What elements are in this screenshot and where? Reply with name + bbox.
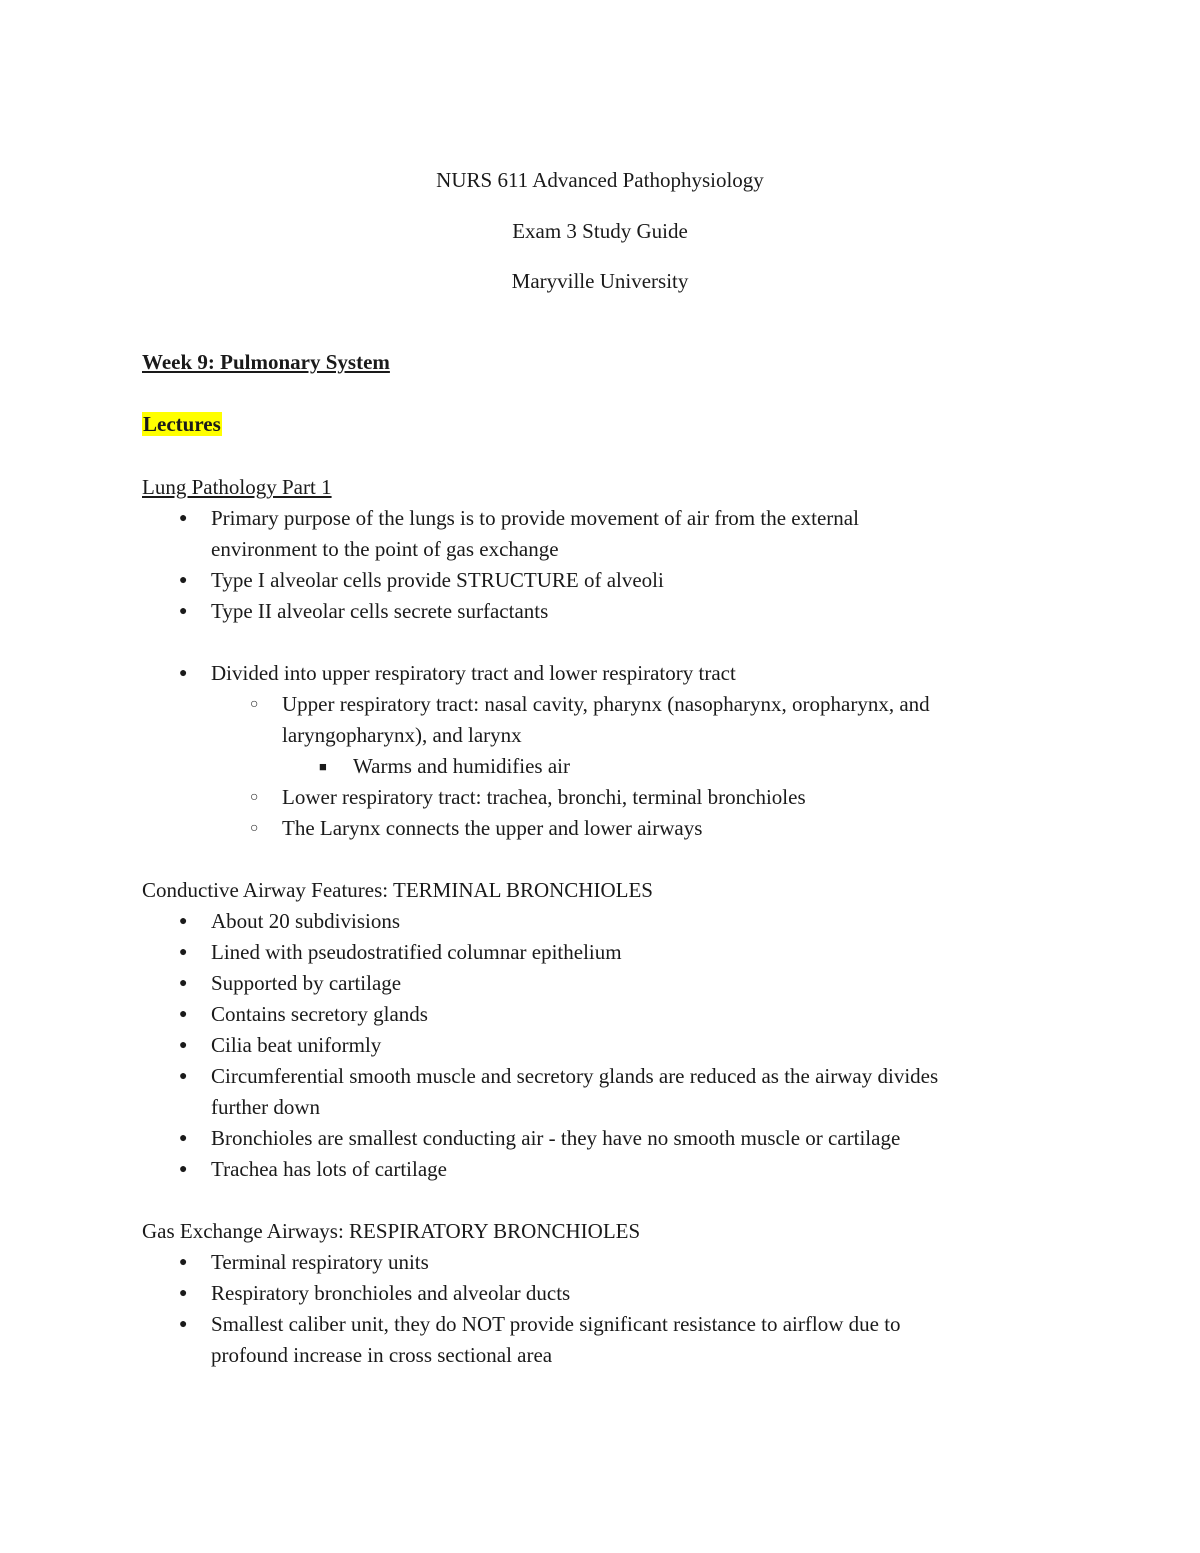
university-name: Maryville University bbox=[511, 269, 689, 293]
bullet-marker: ● bbox=[179, 666, 188, 681]
bullet-marker: ● bbox=[179, 511, 188, 526]
course-title: NURS 611 Advanced Pathophysiology bbox=[436, 168, 764, 192]
bullet-marker: ● bbox=[179, 1038, 188, 1053]
list-item: Primary purpose of the lungs is to provide movement of air from the external bbox=[211, 506, 859, 530]
list-item: About 20 subdivisions bbox=[211, 909, 401, 933]
bullet-marker: ● bbox=[179, 945, 188, 960]
list-item: Type I alveolar cells provide STRUCTURE of alveoli bbox=[211, 568, 664, 592]
list-item: Lined with pseudostratified columnar epithelium bbox=[211, 940, 622, 964]
list-item: Contains secretory glands bbox=[211, 1002, 428, 1026]
sub-list-item-continuation: laryngopharynx), and larynx bbox=[282, 723, 522, 747]
bullet-marker: ● bbox=[179, 914, 188, 929]
sub-list-item: Lower respiratory tract: trachea, bronchi, terminal bronchioles bbox=[282, 785, 806, 809]
bullet-marker: ● bbox=[179, 1162, 188, 1177]
sub-bullet-marker: ○ bbox=[250, 697, 259, 712]
sub-list-item: The Larynx connects the upper and lower airways bbox=[282, 816, 703, 840]
list-item: Bronchioles are smallest conducting air - they have no smooth muscle or cartilage bbox=[211, 1126, 901, 1150]
list-item: Divided into upper respiratory tract and lower respiratory tract bbox=[211, 661, 736, 685]
list-item: Terminal respiratory units bbox=[211, 1250, 429, 1274]
bullet-marker: ● bbox=[179, 1069, 188, 1084]
list-item: Trachea has lots of cartilage bbox=[211, 1157, 447, 1181]
section-title-conductive-airway: Conductive Airway Features: TERMINAL BRONCHIOLES bbox=[142, 878, 653, 902]
week-heading-container bbox=[142, 349, 390, 375]
list-item: Respiratory bronchioles and alveolar ducts bbox=[211, 1281, 571, 1305]
sub-sub-bullet-marker: ■ bbox=[319, 759, 327, 774]
section-title-lung-pathology bbox=[142, 474, 332, 500]
sub-sub-list-item: Warms and humidifies air bbox=[353, 754, 571, 778]
bullet-marker: ● bbox=[179, 1255, 188, 1270]
bullet-marker: ● bbox=[179, 1007, 188, 1022]
bullet-marker: ● bbox=[179, 573, 188, 588]
list-item: Type II alveolar cells secrete surfactants bbox=[211, 599, 549, 623]
list-item-continuation: environment to the point of gas exchange bbox=[211, 537, 559, 561]
bullet-marker: ● bbox=[179, 1317, 188, 1332]
sub-list-item: Upper respiratory tract: nasal cavity, pharynx (nasopharynx, oropharynx, and bbox=[282, 692, 930, 716]
lectures-heading-container bbox=[142, 411, 222, 437]
bullet-marker: ● bbox=[179, 1286, 188, 1301]
list-item: Smallest caliber unit, they do NOT provide significant resistance to airflow due to bbox=[211, 1312, 901, 1336]
list-item: Supported by cartilage bbox=[211, 971, 402, 995]
lectures-heading: Lectures bbox=[143, 412, 221, 436]
bullet-marker: ● bbox=[179, 1131, 188, 1146]
section-title-gas-exchange: Gas Exchange Airways: RESPIRATORY BRONCHIOLES bbox=[142, 1219, 641, 1243]
bullet-marker: ● bbox=[179, 604, 188, 619]
list-item: Cilia beat uniformly bbox=[211, 1033, 382, 1057]
list-item-continuation: profound increase in cross sectional area bbox=[211, 1343, 553, 1367]
list-item: Circumferential smooth muscle and secretory glands are reduced as the airway divides bbox=[211, 1064, 939, 1088]
bullet-marker: ● bbox=[179, 976, 188, 991]
list-item-continuation: further down bbox=[211, 1095, 321, 1119]
guide-title: Exam 3 Study Guide bbox=[512, 219, 688, 243]
week-heading: Week 9: Pulmonary System bbox=[142, 350, 390, 374]
section-title-text: Lung Pathology Part 1 bbox=[142, 475, 332, 499]
sub-bullet-marker: ○ bbox=[250, 790, 259, 805]
sub-bullet-marker: ○ bbox=[250, 821, 259, 836]
